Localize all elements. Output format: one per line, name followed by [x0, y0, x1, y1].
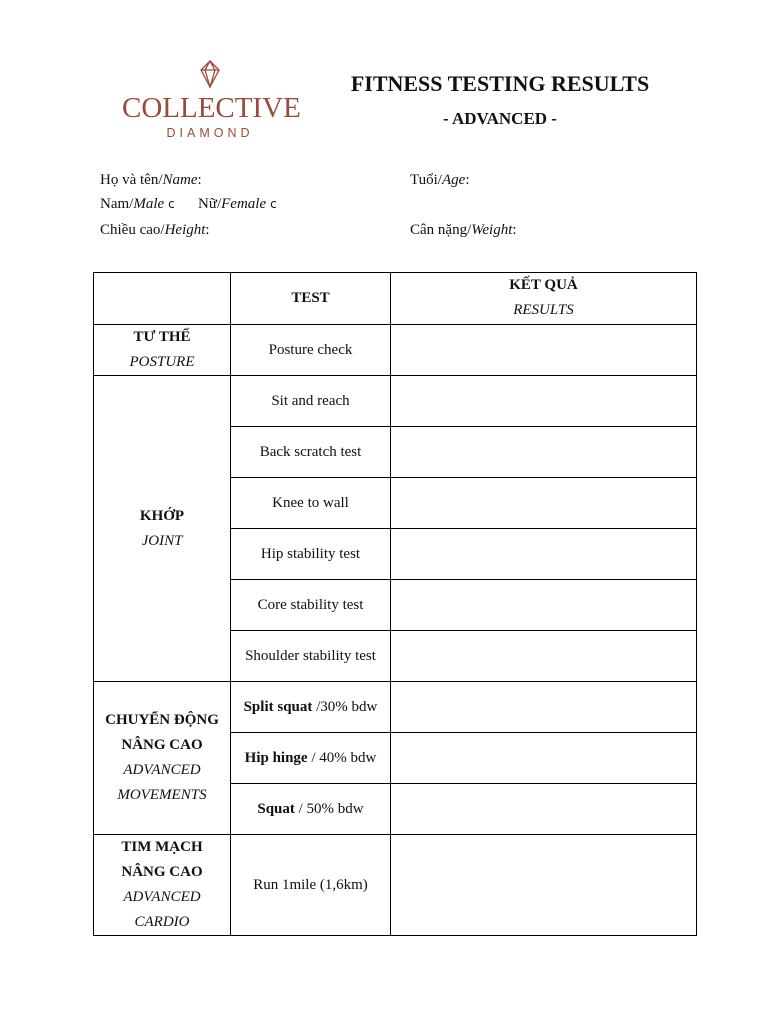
test-name: Run 1mile (1,6km) — [231, 835, 391, 936]
brand-logo — [122, 60, 301, 144]
result-cell[interactable] — [391, 376, 697, 427]
test-name — [231, 682, 391, 733]
category-advanced-vi-1: CHUYỂN ĐỘNG — [105, 712, 219, 728]
female-option[interactable] — [198, 194, 277, 214]
test-name: Knee to wall — [231, 478, 391, 529]
female-label-en: Female — [221, 196, 267, 212]
result-cell[interactable] — [391, 529, 697, 580]
height-label-en: Height — [164, 222, 206, 238]
category-advanced-cardio — [94, 835, 231, 936]
height-colon: : — [205, 222, 210, 238]
test-name-bold: Split squat — [243, 698, 313, 715]
results-table — [93, 272, 697, 936]
category-joint-en: JOINT — [141, 532, 183, 549]
header-results-vi: KẾT QUẢ — [509, 277, 578, 293]
header-results — [391, 273, 697, 325]
test-name — [231, 784, 391, 835]
result-cell[interactable] — [391, 427, 697, 478]
table-row — [94, 325, 697, 376]
weight-field[interactable] — [410, 220, 517, 240]
name-field[interactable] — [100, 170, 202, 190]
page-subtitle: - ADVANCED - — [443, 109, 557, 128]
test-name-load: / 40% bdw — [307, 749, 377, 766]
result-cell[interactable] — [391, 478, 697, 529]
logo-wordmark: COLLECTIVE — [122, 92, 301, 124]
test-name: Posture check — [231, 325, 391, 376]
header-empty-cell — [94, 273, 231, 325]
name-colon: : — [197, 172, 202, 188]
male-option[interactable] — [100, 194, 175, 214]
header-test: TEST — [231, 273, 391, 325]
test-name — [231, 733, 391, 784]
category-posture-en: POSTURE — [129, 354, 195, 370]
table-row — [94, 682, 697, 733]
category-cardio-vi-1: TIM MẠCH — [121, 839, 203, 855]
test-name-bold: Squat — [257, 800, 295, 817]
weight-label-en: Weight — [471, 222, 513, 238]
test-name: Hip stability test — [231, 529, 391, 580]
test-name-bold: Hip hinge — [244, 749, 308, 766]
category-advanced-movements — [94, 682, 231, 835]
table-header-row — [94, 273, 697, 325]
test-name: Shoulder stability test — [231, 631, 391, 682]
name-label-en: Name — [162, 172, 198, 188]
male-label-vi: Nam/ — [100, 196, 134, 212]
name-label-vi: Họ và tên/ — [100, 172, 163, 188]
category-posture-vi: TƯ THẾ — [133, 329, 191, 345]
weight-colon: : — [512, 222, 517, 238]
test-name: Sit and reach — [231, 376, 391, 427]
result-cell[interactable] — [391, 325, 697, 376]
age-label-en: Age — [441, 172, 466, 188]
test-name: Core stability test — [231, 580, 391, 631]
weight-label-vi: Cân nặng/ — [410, 222, 472, 238]
category-cardio-en-1: ADVANCED — [123, 889, 201, 905]
logo-subtitle: DIAMOND — [166, 126, 254, 140]
category-posture — [94, 325, 231, 376]
category-joint — [94, 376, 231, 682]
category-cardio-en-2: CARDIO — [134, 914, 190, 930]
category-cardio-vi-2: NÂNG CAO — [121, 864, 203, 880]
header-results-en: RESULTS — [513, 302, 574, 318]
table-row — [94, 835, 697, 936]
diamond-icon — [199, 60, 221, 88]
test-name-load: / 50% bdw — [294, 800, 364, 817]
category-advanced-en-1: ADVANCED — [123, 762, 201, 778]
result-cell[interactable] — [391, 784, 697, 835]
result-cell[interactable] — [391, 631, 697, 682]
result-cell[interactable] — [391, 733, 697, 784]
female-label-vi: Nữ/ — [198, 196, 222, 212]
result-cell[interactable] — [391, 835, 697, 936]
test-name-load: /30% bdw — [312, 698, 378, 715]
male-checkbox[interactable]: c — [168, 197, 175, 211]
category-advanced-en-2: MOVEMENTS — [117, 787, 207, 803]
age-field[interactable] — [410, 170, 469, 190]
age-label-vi: Tuổi/ — [410, 172, 442, 188]
female-checkbox[interactable]: c — [270, 197, 277, 211]
male-label-en: Male — [133, 196, 165, 212]
age-colon: : — [465, 172, 470, 188]
category-joint-vi: KHỚP — [139, 507, 185, 524]
category-advanced-vi-2: NÂNG CAO — [121, 737, 203, 753]
result-cell[interactable] — [391, 682, 697, 733]
page-title: FITNESS TESTING RESULTS — [350, 71, 650, 96]
height-label-vi: Chiều cao/ — [100, 222, 165, 238]
result-cell[interactable] — [391, 580, 697, 631]
table-row — [94, 376, 697, 427]
height-field[interactable] — [100, 220, 210, 240]
test-name: Back scratch test — [231, 427, 391, 478]
